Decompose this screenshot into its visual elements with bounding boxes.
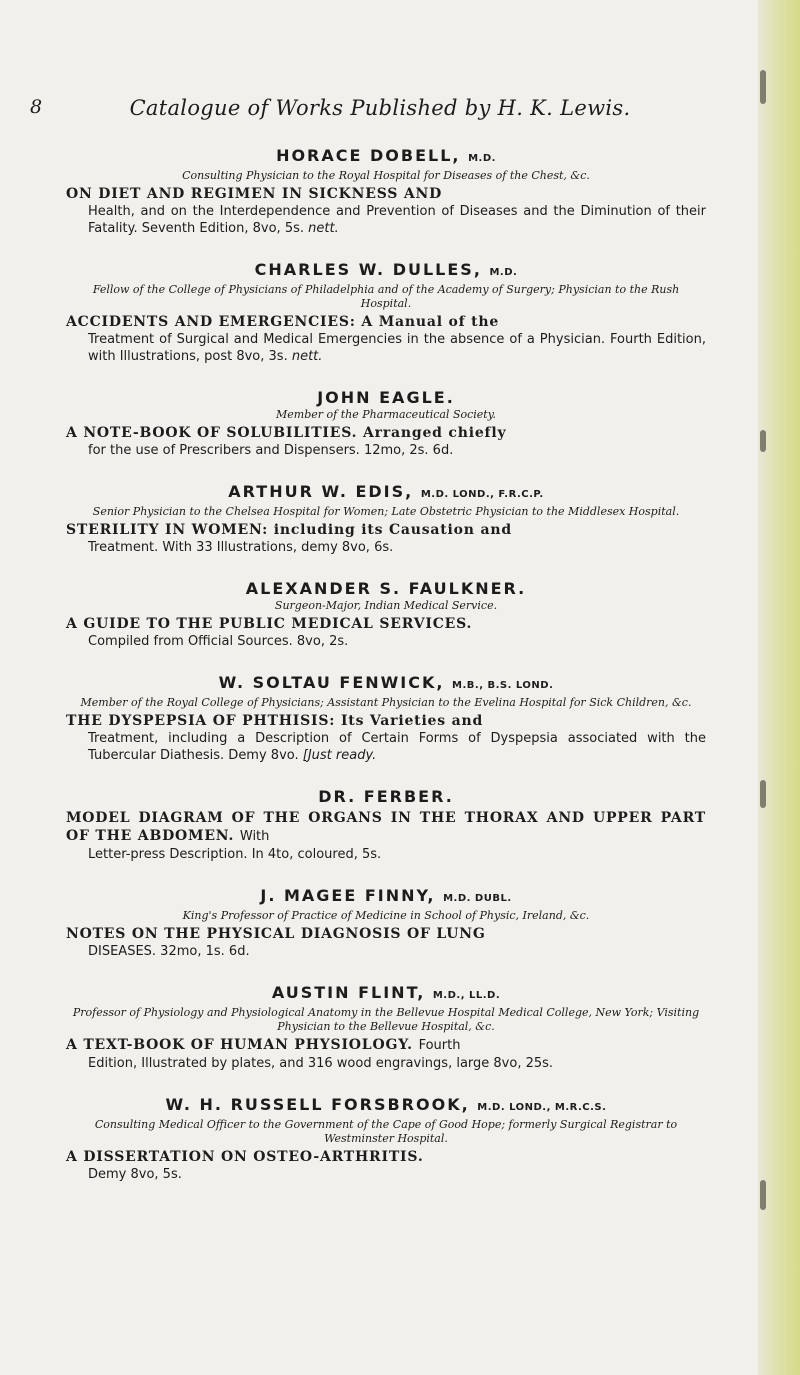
book-description: Treatment of Surgical and Medical Emergencies in the absence of a Physician. Fourth Edition, with Illustrations, post 8vo, 3s. nett.	[88, 332, 706, 364]
book-title: A DISSERTATION ON OSTEO-ARTHRITIS.	[66, 1149, 424, 1165]
catalogue-entry	[66, 388, 706, 459]
author-name: DR. FERBER.	[318, 787, 454, 806]
author-position: Member of the Pharmaceutical Society.	[276, 408, 496, 421]
running-title: Catalogue of Works Published by H. K. Lewis.	[129, 96, 631, 120]
catalogue-entries	[66, 146, 706, 1206]
spine-mark	[760, 70, 766, 104]
book-description: for the use of Prescribers and Dispensers. 12mo, 2s. 6d.	[88, 443, 454, 458]
spine-mark	[760, 430, 766, 452]
author-name: HORACE DOBELL, M.D.	[276, 146, 496, 165]
author-position: Consulting Medical Officer to the Government of the Cape of Good Hope; formerly Surgical Registrar to Westminster Hospital.	[94, 1118, 678, 1145]
author-position: Member of the Royal College of Physicians; Assistant Physician to the Evelina Hospital for Sick Children, &c.	[80, 696, 692, 709]
catalogue-entry	[66, 886, 706, 960]
author-name: W. SOLTAU FENWICK, M.B., B.S. LOND.	[218, 673, 554, 692]
book-description: DISEASES. 32mo, 1s. 6d.	[88, 944, 250, 959]
catalogue-entry	[66, 579, 706, 650]
catalogue-entry	[66, 673, 706, 764]
author-position: Professor of Physiology and Physiological Anatomy in the Bellevue Hospital Medical College, New York; Visiting Physician to the Bellevue Hospital, &c.	[72, 1006, 700, 1033]
book-title: STERILITY IN WOMEN: including its Causation and	[66, 522, 512, 538]
book-description: Demy 8vo, 5s.	[88, 1167, 182, 1182]
catalogue-entry	[66, 1095, 706, 1183]
book-title: A TEXT-BOOK OF HUMAN PHYSIOLOGY. Fourth	[66, 1037, 461, 1053]
spine-mark	[760, 1180, 766, 1210]
book-title: NOTES ON THE PHYSICAL DIAGNOSIS OF LUNG	[66, 926, 486, 942]
author-name: AUSTIN FLINT, M.D., LL.D.	[271, 983, 501, 1002]
author-name: W. H. RUSSELL FORSBROOK, M.D. LOND., M.R.C.S.	[165, 1095, 607, 1114]
author-name: ALEXANDER S. FAULKNER.	[245, 579, 527, 598]
author-position: Senior Physician to the Chelsea Hospital for Women; Late Obstetric Physician to the Middlesex Hospital.	[92, 505, 680, 518]
book-title: MODEL DIAGRAM OF THE ORGANS IN THE THORAX AND UPPER PART OF THE ABDOMEN. With	[66, 810, 706, 844]
book-spine-edge	[758, 0, 800, 1375]
page-number: 8	[30, 96, 43, 118]
catalogue-entry	[66, 787, 706, 863]
book-title: ACCIDENTS AND EMERGENCIES: A Manual of the	[66, 314, 500, 330]
book-title: A GUIDE TO THE PUBLIC MEDICAL SERVICES.	[66, 616, 473, 632]
book-description: Treatment. With 33 Illustrations, demy 8vo, 6s.	[88, 540, 394, 555]
author-position: Surgeon-Major, Indian Medical Service.	[274, 599, 498, 612]
author-position: Fellow of the College of Physicians of Philadelphia and of the Academy of Surgery; Physician to the Rush Hospital.	[92, 283, 680, 310]
book-description: Compiled from Official Sources. 8vo, 2s.	[88, 634, 349, 649]
catalogue-entry	[66, 146, 706, 237]
author-name: ARTHUR W. EDIS, M.D. LOND., F.R.C.P.	[228, 482, 544, 501]
catalogue-entry	[66, 482, 706, 556]
running-header	[30, 96, 730, 128]
book-description: Treatment, including a Description of Certain Forms of Dyspepsia associated with the Tubercular Diathesis. Demy 8vo. [Just ready.	[88, 731, 706, 763]
book-title: THE DYSPEPSIA OF PHTHISIS: Its Varieties and	[66, 713, 484, 729]
author-name: JOHN EAGLE.	[317, 388, 455, 407]
catalogue-entry	[66, 983, 706, 1072]
book-description: Letter-press Description. In 4to, coloured, 5s.	[88, 847, 382, 862]
author-position: King's Professor of Practice of Medicine in School of Physic, Ireland, &c.	[182, 909, 590, 922]
book-title: ON DIET AND REGIMEN IN SICKNESS AND	[66, 186, 443, 202]
spine-mark	[760, 780, 766, 808]
book-description: Edition, Illustrated by plates, and 316 wood engravings, large 8vo, 25s.	[88, 1056, 554, 1071]
author-position: Consulting Physician to the Royal Hospital for Diseases of the Chest, &c.	[182, 169, 590, 182]
author-name: CHARLES W. DULLES, M.D.	[254, 260, 518, 279]
catalogue-entry	[66, 260, 706, 365]
book-title: A NOTE-BOOK OF SOLUBILITIES. Arranged chiefly	[66, 425, 507, 441]
author-name: J. MAGEE FINNY, M.D. DUBL.	[260, 886, 512, 905]
book-description: Health, and on the Interdependence and Prevention of Diseases and the Diminution of their Fatality. Seventh Edition, 8vo, 5s. nett.	[88, 204, 706, 236]
